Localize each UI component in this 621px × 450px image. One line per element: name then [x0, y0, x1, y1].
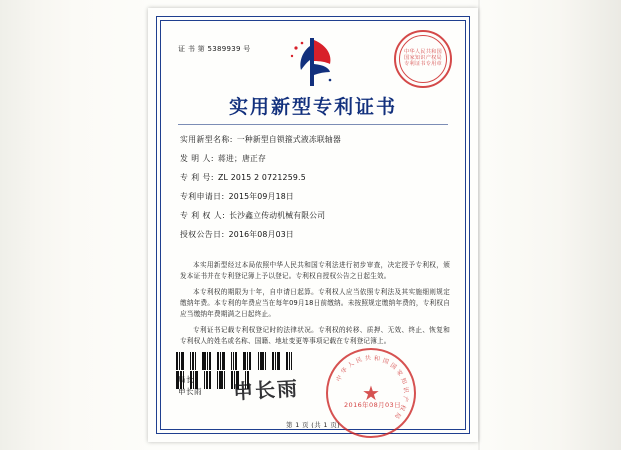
paragraph: 本专利权的期限为十年，自申请日起算。专利权人应当依照专利法及其实施细则规定缴纳年费。本专利的年费应当在每年09月18日前缴纳。未按照规定缴纳年费的，专利权自应当缴纳年费期满之日起终止。: [180, 288, 450, 318]
seal-ring-text: 中 华 人 民 共 和 国 国 家 知 识 产 权 局: [335, 354, 410, 420]
signature-block: [178, 374, 202, 397]
field-row: [180, 212, 452, 221]
seal-star-icon: ★: [362, 381, 380, 405]
field-row: [180, 193, 452, 202]
field-value: 一种新型自锁箍式液冻联轴器: [236, 135, 341, 144]
field-value: 2015年09月18日: [228, 192, 294, 202]
patent-emblem-icon: [280, 34, 346, 90]
paragraph: 本实用新型经过本局依照中华人民共和国专利法进行初步审查，决定授予专利权，颁发本证书并在专利登记簿上予以登记。专利权自授权公告之日起生效。: [180, 261, 450, 280]
office-label: 局长: [178, 375, 194, 384]
field-label: 实用新型名称:: [180, 135, 233, 144]
paragraph: 专利证书记载专利权登记时的法律状况。专利权的转移、质押、无效、终止、恢复和专利权人的姓名或名称、国籍、地址变更等事项记载在专利登记簿上。: [180, 326, 450, 346]
field-label: 专 利 号:: [180, 173, 214, 183]
certificate-document: [148, 8, 478, 442]
field-row: [180, 174, 452, 183]
director-name: 申长雨: [178, 386, 202, 396]
handwritten-signature: 申长雨: [232, 376, 300, 404]
top-right-seal: [394, 30, 452, 88]
page-fold-shadow: [478, 0, 480, 450]
seal-date-stamp: 2016年08月03日: [344, 401, 401, 409]
field-row: [180, 231, 452, 240]
field-list: [180, 136, 452, 250]
certificate-number: 证 书 第 5389939 号: [178, 45, 251, 53]
field-row: [180, 136, 452, 145]
field-value: ZL 2015 2 0721259.5: [217, 173, 306, 183]
field-label: 发 明 人:: [180, 154, 214, 164]
field-label: 专利申请日:: [180, 192, 225, 202]
field-label: 专 利 权 人:: [180, 211, 226, 221]
field-value: 2016年08月03日: [228, 230, 294, 240]
field-label: 授权公告日:: [180, 230, 225, 240]
field-row: [180, 155, 452, 164]
seal-text: 中华人民共和国国家知识产权局专利证书专用章: [404, 49, 442, 67]
barcode: [176, 352, 296, 370]
page-footer: 第 1 页 (共 1 页): [285, 421, 341, 429]
page-title: 实用新型专利证书: [228, 96, 397, 118]
title-divider: [178, 124, 448, 125]
body-text: [180, 260, 450, 353]
field-value: 蒋进；唐正存: [217, 154, 266, 164]
field-value: 长沙鑫立传动机械有限公司: [229, 211, 326, 221]
